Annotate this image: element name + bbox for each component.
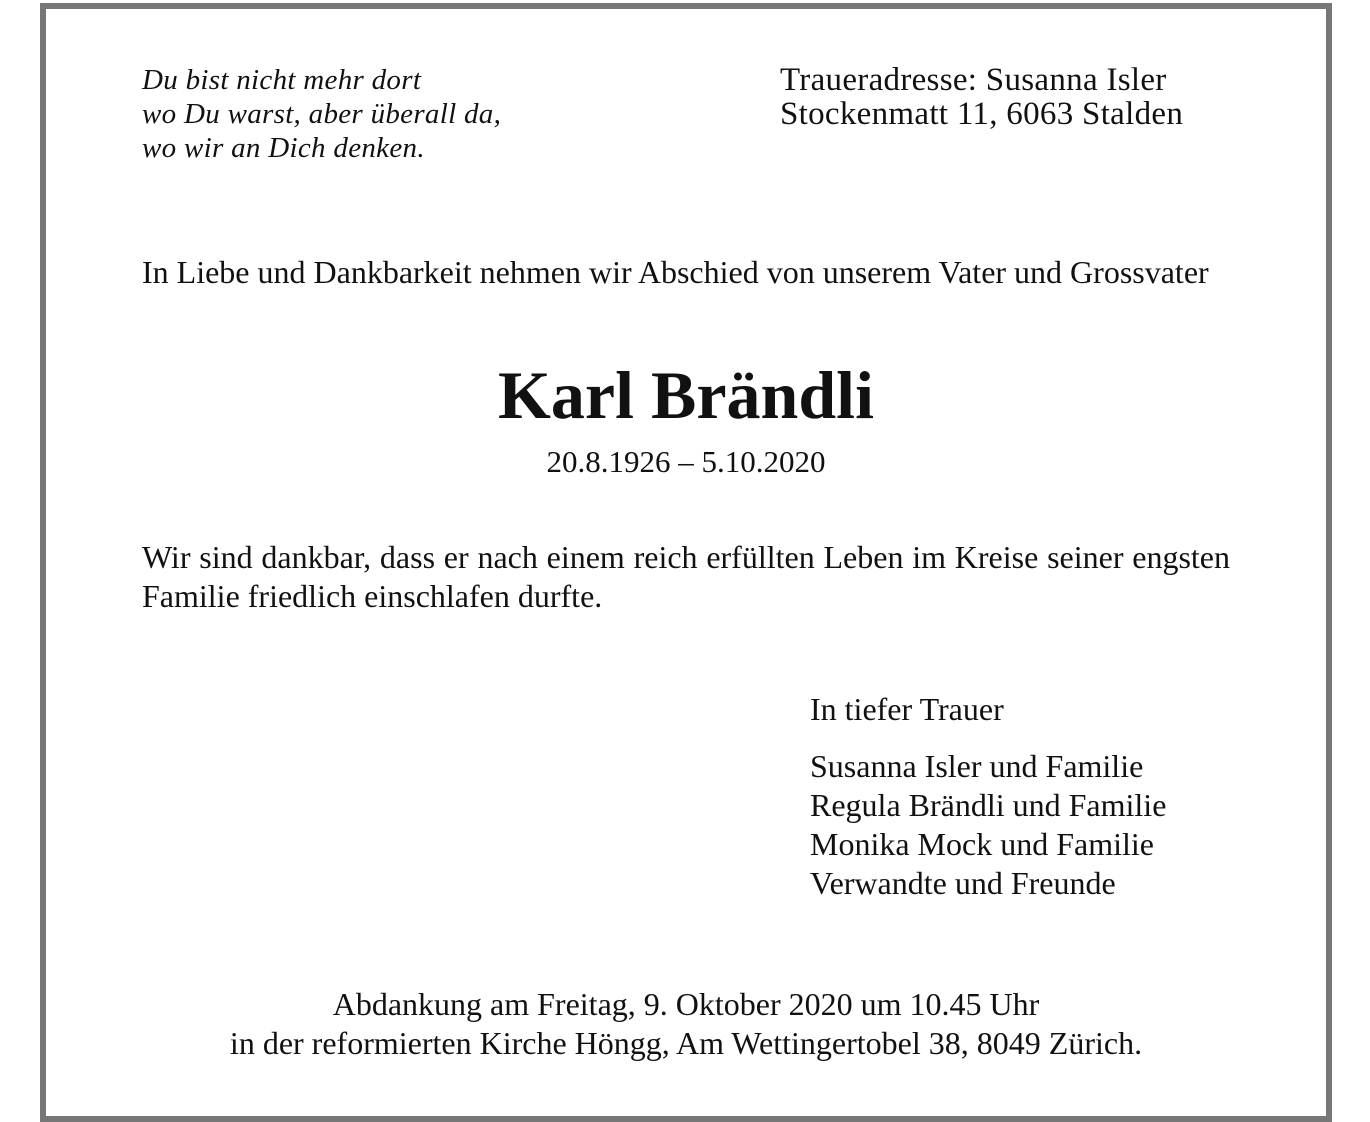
ceremony-info <box>40 985 1332 1063</box>
mourner-entry: Verwandte und Freunde <box>810 865 1116 901</box>
mourners-list <box>810 747 1166 903</box>
intro-text: In Liebe und Dankbarkeit nehmen wir Abschied von unserem Vater und Grossvater <box>142 254 1209 290</box>
ceremony-line: in der reformierten Kirche Höngg, Am Wettingertobel 38, 8049 Zürich. <box>229 1025 1143 1061</box>
memorial-quote <box>142 63 501 165</box>
thanks-text: Wir sind dankbar, dass er nach einem reich erfüllten Leben im Kreise seiner engsten Familie friedlich einschlafen durfte. <box>142 539 1230 614</box>
quote-line: wo Du warst, aber überall da, <box>142 98 502 130</box>
mourning-address <box>780 63 1183 131</box>
mourner-entry: Regula Brändli und Familie <box>810 787 1167 823</box>
quote-line: wo wir an Dich denken. <box>142 132 425 164</box>
ceremony-line: Abdankung am Freitag, 9. Oktober 2020 um 10.45 Uhr <box>332 986 1040 1022</box>
quote-line: Du bist nicht mehr dort <box>142 64 422 96</box>
mourner-entry: Susanna Isler und Familie <box>810 748 1144 784</box>
address-line: Stockenmatt 11, 6063 Stalden <box>780 96 1184 132</box>
mourner-entry: Monika Mock und Familie <box>810 826 1154 862</box>
mourning-heading: In tiefer Trauer <box>810 691 1004 727</box>
address-line: Traueradresse: Susanna Isler <box>780 62 1167 98</box>
life-dates: 20.8.1926 – 5.10.2020 <box>546 444 826 479</box>
deceased-name: Karl Brändli <box>498 357 874 433</box>
